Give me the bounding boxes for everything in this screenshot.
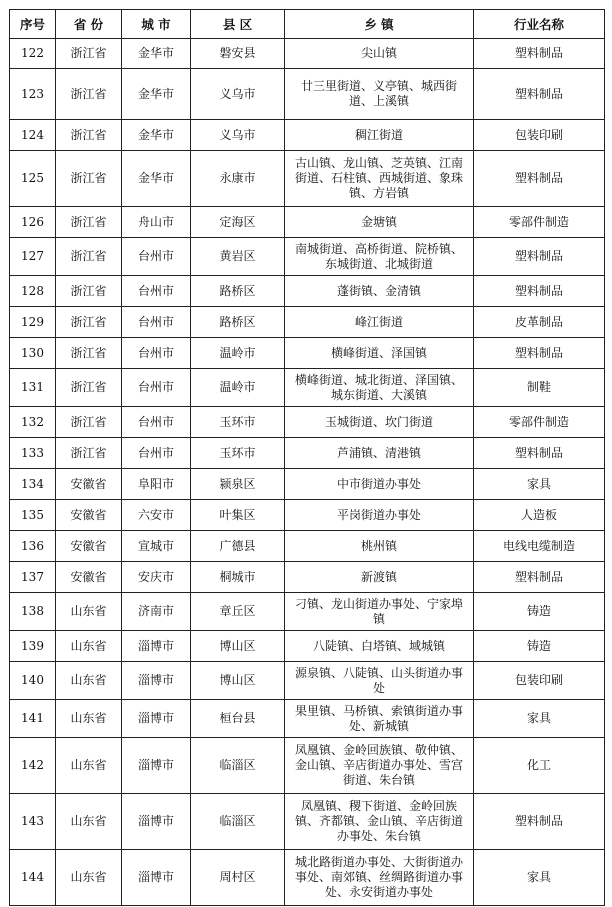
- cell-no: 134: [10, 469, 56, 500]
- cell-county: 章丘区: [191, 593, 285, 631]
- header-row: [10, 10, 605, 39]
- table-row: [10, 407, 605, 438]
- cell-province: 浙江省: [56, 151, 122, 207]
- header-industry: 行业名称: [474, 10, 605, 39]
- table-row: [10, 662, 605, 700]
- table-row: [10, 207, 605, 238]
- cell-province: 山东省: [56, 738, 122, 794]
- cell-county: 义乌市: [191, 120, 285, 151]
- cell-province: 浙江省: [56, 438, 122, 469]
- cell-city: 安庆市: [122, 562, 191, 593]
- cell-county: 永康市: [191, 151, 285, 207]
- cell-city: 金华市: [122, 69, 191, 120]
- cell-county: 义乌市: [191, 69, 285, 120]
- cell-industry: 皮革制品: [474, 307, 605, 338]
- cell-county: 临淄区: [191, 794, 285, 850]
- cell-no: 144: [10, 850, 56, 906]
- cell-industry: 家具: [474, 469, 605, 500]
- cell-city: 金华市: [122, 120, 191, 151]
- cell-no: 130: [10, 338, 56, 369]
- cell-province: 山东省: [56, 631, 122, 662]
- cell-county: 玉环市: [191, 407, 285, 438]
- cell-county: 黄岩区: [191, 238, 285, 276]
- cell-province: 浙江省: [56, 39, 122, 69]
- table-row: [10, 369, 605, 407]
- table-row: [10, 151, 605, 207]
- table-row: [10, 338, 605, 369]
- cell-province: 安徽省: [56, 469, 122, 500]
- cell-no: 137: [10, 562, 56, 593]
- cell-no: 133: [10, 438, 56, 469]
- cell-no: 140: [10, 662, 56, 700]
- cell-province: 山东省: [56, 850, 122, 906]
- cell-no: 131: [10, 369, 56, 407]
- cell-industry: 塑料制品: [474, 794, 605, 850]
- cell-city: 金华市: [122, 39, 191, 69]
- cell-industry: 塑料制品: [474, 39, 605, 69]
- cell-no: 138: [10, 593, 56, 631]
- cell-county: 博山区: [191, 631, 285, 662]
- cell-towns: 平岗街道办事处: [285, 500, 474, 531]
- cell-no: 125: [10, 151, 56, 207]
- cell-city: 金华市: [122, 151, 191, 207]
- cell-towns: 中市街道办事处: [285, 469, 474, 500]
- cell-province: 安徽省: [56, 500, 122, 531]
- cell-county: 路桥区: [191, 307, 285, 338]
- cell-city: 舟山市: [122, 207, 191, 238]
- cell-towns: 八陡镇、白塔镇、域城镇: [285, 631, 474, 662]
- cell-county: 定海区: [191, 207, 285, 238]
- table-row: [10, 120, 605, 151]
- cell-towns: 古山镇、龙山镇、芝英镇、江南街道、石柱镇、西城街道、象珠镇、方岩镇: [285, 151, 474, 207]
- cell-no: 136: [10, 531, 56, 562]
- table-row: [10, 69, 605, 120]
- cell-towns: 横峰街道、泽国镇: [285, 338, 474, 369]
- cell-province: 山东省: [56, 593, 122, 631]
- cell-county: 温岭市: [191, 369, 285, 407]
- cell-industry: 塑料制品: [474, 276, 605, 307]
- table-row: [10, 307, 605, 338]
- cell-towns: 新渡镇: [285, 562, 474, 593]
- table-row: [10, 738, 605, 794]
- cell-towns: 稠江街道: [285, 120, 474, 151]
- cell-city: 台州市: [122, 307, 191, 338]
- cell-city: 淄博市: [122, 850, 191, 906]
- cell-county: 颍泉区: [191, 469, 285, 500]
- cell-city: 淄博市: [122, 700, 191, 738]
- cell-no: 128: [10, 276, 56, 307]
- cell-towns: 凤凰镇、金岭回族镇、敬仲镇、金山镇、辛店街道办事处、雪宫街道、朱台镇: [285, 738, 474, 794]
- table-row: [10, 593, 605, 631]
- cell-county: 临淄区: [191, 738, 285, 794]
- cell-towns: 源泉镇、八陡镇、山头街道办事处: [285, 662, 474, 700]
- cell-county: 桓台县: [191, 700, 285, 738]
- cell-county: 周村区: [191, 850, 285, 906]
- table-row: [10, 276, 605, 307]
- cell-province: 浙江省: [56, 338, 122, 369]
- header-province: 省 份: [56, 10, 122, 39]
- cell-no: 132: [10, 407, 56, 438]
- cell-industry: 包装印刷: [474, 120, 605, 151]
- cell-towns: 金塘镇: [285, 207, 474, 238]
- cell-industry: 零部件制造: [474, 207, 605, 238]
- cell-industry: 塑料制品: [474, 238, 605, 276]
- cell-towns: 果里镇、马桥镇、索镇街道办事处、新城镇: [285, 700, 474, 738]
- table-row: [10, 500, 605, 531]
- cell-province: 浙江省: [56, 369, 122, 407]
- table-row: [10, 562, 605, 593]
- cell-province: 山东省: [56, 700, 122, 738]
- cell-towns: 玉城街道、坎门街道: [285, 407, 474, 438]
- cell-towns: 廿三里街道、义亭镇、城西街道、上溪镇: [285, 69, 474, 120]
- cell-industry: 电线电缆制造: [474, 531, 605, 562]
- cell-no: 142: [10, 738, 56, 794]
- cell-province: 浙江省: [56, 307, 122, 338]
- industry-table: [9, 9, 605, 906]
- header-county: 县 区: [191, 10, 285, 39]
- table-row: [10, 438, 605, 469]
- cell-no: 129: [10, 307, 56, 338]
- cell-city: 济南市: [122, 593, 191, 631]
- table-row: [10, 794, 605, 850]
- cell-no: 123: [10, 69, 56, 120]
- cell-county: 叶集区: [191, 500, 285, 531]
- cell-industry: 塑料制品: [474, 562, 605, 593]
- cell-industry: 包装印刷: [474, 662, 605, 700]
- cell-towns: 峰江街道: [285, 307, 474, 338]
- cell-county: 路桥区: [191, 276, 285, 307]
- cell-county: 广德县: [191, 531, 285, 562]
- table-row: [10, 39, 605, 69]
- cell-industry: 人造板: [474, 500, 605, 531]
- cell-county: 磐安县: [191, 39, 285, 69]
- cell-city: 台州市: [122, 407, 191, 438]
- cell-province: 安徽省: [56, 531, 122, 562]
- cell-industry: 塑料制品: [474, 69, 605, 120]
- cell-industry: 铸造: [474, 593, 605, 631]
- cell-province: 安徽省: [56, 562, 122, 593]
- cell-city: 阜阳市: [122, 469, 191, 500]
- cell-towns: 南城街道、高桥街道、院桥镇、东城街道、北城街道: [285, 238, 474, 276]
- cell-city: 淄博市: [122, 738, 191, 794]
- cell-industry: 铸造: [474, 631, 605, 662]
- cell-city: 台州市: [122, 338, 191, 369]
- cell-province: 山东省: [56, 662, 122, 700]
- cell-no: 139: [10, 631, 56, 662]
- cell-province: 浙江省: [56, 120, 122, 151]
- cell-county: 玉环市: [191, 438, 285, 469]
- cell-no: 122: [10, 39, 56, 69]
- cell-towns: 城北路街道办事处、大街街道办事处、南郊镇、丝绸路街道办事处、永安街道办事处: [285, 850, 474, 906]
- cell-no: 135: [10, 500, 56, 531]
- cell-province: 浙江省: [56, 207, 122, 238]
- cell-towns: 刁镇、龙山街道办事处、宁家埠镇: [285, 593, 474, 631]
- cell-towns: 尖山镇: [285, 39, 474, 69]
- cell-industry: 制鞋: [474, 369, 605, 407]
- table-row: [10, 631, 605, 662]
- cell-city: 台州市: [122, 238, 191, 276]
- table-row: [10, 850, 605, 906]
- cell-industry: 零部件制造: [474, 407, 605, 438]
- header-city: 城 市: [122, 10, 191, 39]
- cell-no: 126: [10, 207, 56, 238]
- cell-towns: 蓬街镇、金清镇: [285, 276, 474, 307]
- cell-city: 台州市: [122, 438, 191, 469]
- cell-no: 127: [10, 238, 56, 276]
- cell-city: 台州市: [122, 369, 191, 407]
- table-row: [10, 238, 605, 276]
- cell-city: 淄博市: [122, 631, 191, 662]
- table-row: [10, 469, 605, 500]
- cell-no: 141: [10, 700, 56, 738]
- cell-industry: 塑料制品: [474, 151, 605, 207]
- cell-province: 浙江省: [56, 276, 122, 307]
- cell-city: 淄博市: [122, 662, 191, 700]
- cell-city: 台州市: [122, 276, 191, 307]
- cell-industry: 家具: [474, 850, 605, 906]
- cell-towns: 桃州镇: [285, 531, 474, 562]
- header-no: 序号: [10, 10, 56, 39]
- cell-towns: 芦浦镇、清港镇: [285, 438, 474, 469]
- cell-city: 六安市: [122, 500, 191, 531]
- cell-towns: 凤凰镇、稷下街道、金岭回族镇、齐都镇、金山镇、辛店街道办事处、朱台镇: [285, 794, 474, 850]
- cell-county: 博山区: [191, 662, 285, 700]
- cell-industry: 塑料制品: [474, 338, 605, 369]
- cell-province: 山东省: [56, 794, 122, 850]
- cell-county: 桐城市: [191, 562, 285, 593]
- cell-industry: 家具: [474, 700, 605, 738]
- cell-city: 淄博市: [122, 794, 191, 850]
- cell-city: 宣城市: [122, 531, 191, 562]
- cell-no: 143: [10, 794, 56, 850]
- cell-province: 浙江省: [56, 238, 122, 276]
- cell-province: 浙江省: [56, 407, 122, 438]
- cell-county: 温岭市: [191, 338, 285, 369]
- cell-industry: 塑料制品: [474, 438, 605, 469]
- cell-industry: 化工: [474, 738, 605, 794]
- table-row: [10, 531, 605, 562]
- cell-towns: 横峰街道、城北街道、泽国镇、城东街道、大溪镇: [285, 369, 474, 407]
- table-row: [10, 700, 605, 738]
- table-body: [10, 39, 605, 906]
- cell-no: 124: [10, 120, 56, 151]
- header-towns: 乡 镇: [285, 10, 474, 39]
- cell-province: 浙江省: [56, 69, 122, 120]
